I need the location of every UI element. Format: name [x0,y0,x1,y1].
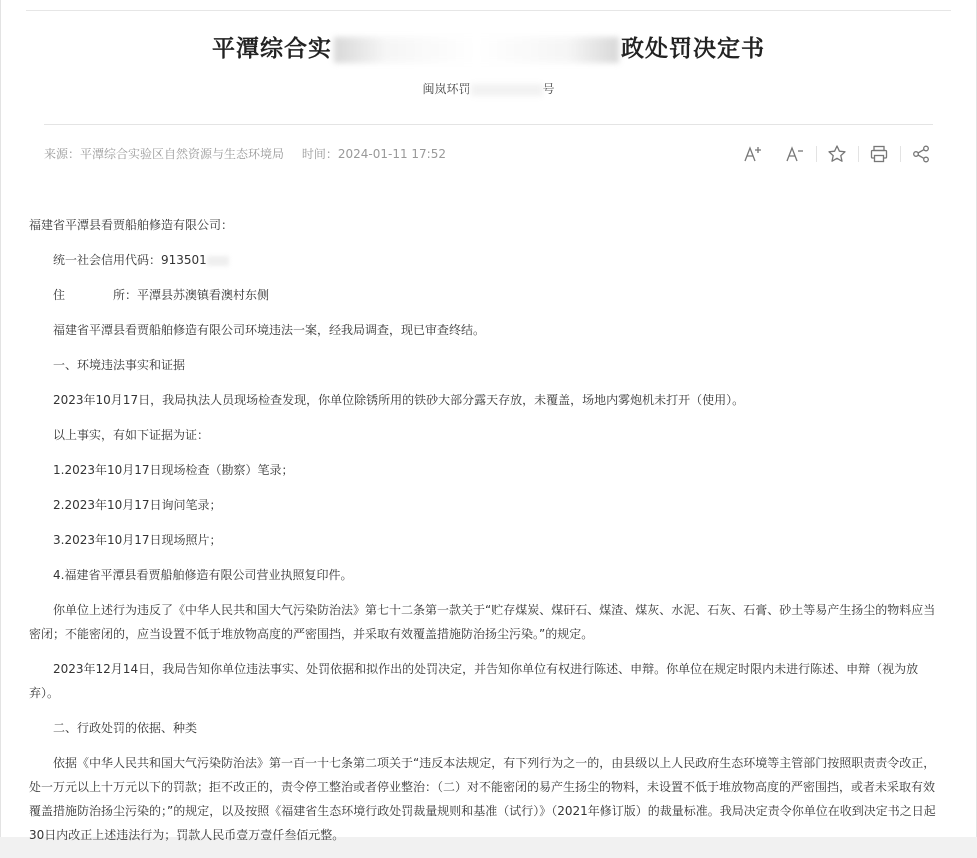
document-number [1,80,976,97]
section-heading-facts: 一、环境违法事实和证据 [53,358,186,372]
redacted-title-part [334,37,619,63]
share-icon[interactable] [908,141,934,167]
recipient: 福建省平潭县看贾船舶修造有限公司： [29,218,234,232]
article-meta [44,145,460,162]
evidence-item: 3.2023年10月17日现场照片； [53,533,222,547]
evidence-item: 1.2023年10月17日现场检查（勘察）笔录； [53,463,294,477]
page-title [1,30,976,63]
title-prefix: 平潭综合实 [212,36,332,62]
credit-code-line [29,248,942,272]
redacted-doc-number [471,84,543,96]
time-text: 时间：2024-01-11 17:52 [301,147,446,161]
address-line [29,283,942,307]
article-toolbar [724,141,934,167]
basis-paragraph: 依据《中华人民共和国大气污染防治法》第一百一十七条第二项关于“违反本法规定，有下列行为之一的，由县级以上人民政府生态环境等主管部门按照职责责令改正，处一万元以上十万元以下的罚款；拒不改正的，责令停工整治或者停业整治：（二）对不能密闭的易产生扬尘的物料，未设置不低于堆放物高度的严密围挡，或者未采取有效覆盖措施防治扬尘污染的；”的规定，以及按照《福建省生态环境行政处罚裁量规则和基准（试行）》（2021年修订版）的裁量标准。我局决定责令你单位在收到决定书之日起30日内改正上述违法行为；罚款人民币壹万壹仟叁佰元整。 [29,756,936,842]
address-label: 住 所： [53,288,138,302]
header-divider [44,124,933,125]
source-text: 来源：平潭综合实验区自然资源与生态环境局 [44,147,285,161]
doc-number-suffix: 号 [542,82,555,96]
font-decrease-icon[interactable] [782,141,808,167]
evidence-intro: 以上事实，有如下证据为证： [53,428,210,442]
evidence-item: 4.福建省平潭县看贾船舶修造有限公司营业执照复印件。 [53,568,353,582]
notice-paragraph: 2023年12月14日，我局告知你单位违法事实、处罚依据和拟作出的处罚决定，并告知你单位有权进行陈述、申辩。你单位在规定时限内未进行陈述、申辩（视为放弃）。 [29,662,919,700]
font-increase-icon[interactable] [740,141,766,167]
violation-paragraph: 你单位上述行为违反了《中华人民共和国大气污染防治法》第七十二条第一款关于“贮存煤炭、煤矸石、煤渣、煤灰、水泥、石灰、石膏、砂土等易产生扬尘的物料应当密闭；不能密闭的，应当设置不低于堆放物高度的严密围挡，并采取有效覆盖措施防治扬尘污染。”的规定。 [29,603,936,641]
address-value: 平潭县苏澳镇看澳村东侧 [137,288,270,302]
facts-paragraph: 2023年10月17日，我局执法人员现场检查发现，你单位除锈所用的铁砂大部分露天存放，未覆盖，场地内雾炮机未打开（使用）。 [53,393,745,407]
section-heading-basis: 二、行政处罚的依据、种类 [53,721,198,735]
credit-code: 统一社会信用代码：913501 [53,253,207,267]
doc-number-prefix: 闽岚环罚 [422,82,471,96]
top-divider [26,0,951,11]
article-body [29,213,942,858]
redacted-credit-code [207,256,229,266]
evidence-item: 2.2023年10月17日询问笔录； [53,498,222,512]
title-suffix: 政处罚决定书 [621,36,765,62]
print-icon[interactable] [866,141,892,167]
intro-paragraph: 福建省平潭县看贾船舶修造有限公司环境违法一案，经我局调查，现已审查终结。 [53,323,486,337]
favorite-icon[interactable] [824,141,850,167]
